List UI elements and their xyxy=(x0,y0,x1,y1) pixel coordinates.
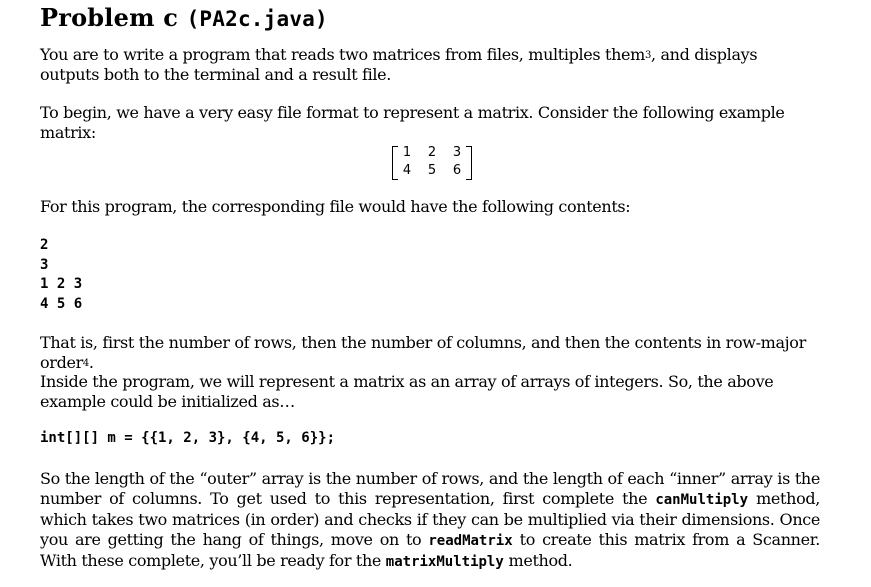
matrix-cell: 3 xyxy=(452,145,462,160)
file-line: 3 xyxy=(40,256,49,273)
intro-text-end: , and displays outputs both to the terminal and a result file. xyxy=(40,45,758,84)
matrix-right-bracket xyxy=(466,146,472,180)
final-text-4: method. xyxy=(503,551,573,570)
footnote-4: 4 xyxy=(82,357,89,369)
file-intro-paragraph: For this program, the corresponding file would have the following contents: xyxy=(40,197,631,216)
matrix-multiply-method: matrixMultiply xyxy=(385,554,504,570)
title-filename: (PA2c.java) xyxy=(186,7,328,31)
inside-paragraph: Inside the program, we will represent a matrix as an array of arrays of integers. So, the above example could be initialized as… xyxy=(40,372,774,411)
final-paragraph xyxy=(40,469,820,573)
final-text-1: So the length of the “outer” array is the number of rows, and the length of each “inner” array is the number of columns. To get used to this representation, first complete the xyxy=(40,469,820,508)
file-line: 4 5 6 xyxy=(40,295,83,312)
intro-text-start: You are to write a program that reads two matrices from files, multiples them xyxy=(40,45,645,64)
matrix-left-bracket xyxy=(392,146,398,180)
final-text-3: to create this matrix from a Scanner. With these complete, you’ll be ready for the xyxy=(40,529,820,570)
read-matrix-method: readMatrix xyxy=(428,532,513,549)
row-major-text: That is, first the number of rows, then the number of columns, and then the contents in row-major order xyxy=(40,333,806,372)
matrix-cell: 1 xyxy=(402,145,412,160)
matrix-cell: 2 xyxy=(427,145,437,160)
matrix-cell: 4 xyxy=(402,163,412,178)
final-text-2: method, which takes two matrices (in order) and checks if they can be multiplied via their dimensions. Once you are getting the hang of things, move on to xyxy=(40,488,820,549)
title-text: Problem c xyxy=(40,3,187,32)
can-multiply-method: canMultiply xyxy=(655,491,749,508)
example-matrix xyxy=(392,144,472,180)
intro-paragraph xyxy=(40,45,820,84)
file-line: 1 2 3 xyxy=(40,276,83,292)
code-example: int[][] m = {{1, 2, 3}, {4, 5, 6}}; xyxy=(40,430,336,446)
matrix-cell: 5 xyxy=(427,163,437,178)
matrix-cell: 6 xyxy=(452,163,462,178)
problem-title xyxy=(40,3,328,32)
row-major-end: . xyxy=(88,352,94,372)
format-intro-paragraph: To begin, we have a very easy file format to represent a matrix. Consider the following example matrix: xyxy=(40,103,785,142)
row-major-paragraph xyxy=(40,333,820,372)
file-contents xyxy=(40,236,82,314)
file-line: 2 xyxy=(40,237,49,253)
footnote-3: 3 xyxy=(645,50,652,61)
